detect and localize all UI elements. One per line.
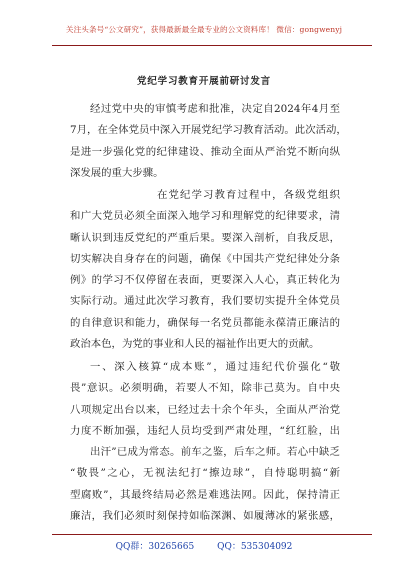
paragraph-line: 经过党中央的审慎考虑和批准，决定自2024年4月至: [90, 103, 340, 115]
paragraph-3: [70, 357, 340, 527]
paragraph-line: 晰认识到违反党纪的严重后果。要深入剖析，自我反思，: [70, 231, 340, 244]
paragraph-line: 7月，在全体党员中深入开展党纪学习教育活动。此次活动，: [70, 124, 347, 137]
header-banner: 关注头条号“公文研究”，获得最新最全最专业的公文资料库！ 微信：gongwenyj: [65, 25, 343, 34]
paragraph-line: 深发展的重大步骤。: [70, 166, 164, 179]
paragraph-line: 政治本色，为党的事业和人民的福祉作出更大的贡献。: [70, 338, 320, 351]
paragraph-line: 畏”意识。必须明确，若要人不知，除非己莫为。自中央: [70, 382, 340, 395]
paragraph-line: 力度不断加强，违纪人员均受到严肃处理，“红红脸，出: [70, 424, 340, 437]
paragraph-line: 实际行动。通过此次学习教育，我们要切实提升全体党员: [70, 295, 340, 308]
paragraph-line: 出汗”已成为常态。前车之鉴，后车之师。若心中缺乏: [90, 446, 340, 459]
paragraph-line: 型腐败”，其最终结局必然是难逃法网。因此，保持清正: [70, 488, 340, 501]
paragraph-line: 廉洁，我们必须时刻保持如临深渊、如履薄冰的紧张感，: [70, 510, 340, 523]
paragraph-line: 一、深入核算“成本账”，通过违纪代价强化“敬: [90, 361, 340, 373]
paragraph-1: [70, 99, 347, 184]
paragraph-2: [70, 185, 340, 355]
paragraph-line: 例》的学习不仅停留在表面，更要深入人心，真正转化为: [70, 274, 340, 287]
qq-group-number: QQ群：30265665: [115, 542, 195, 552]
paragraph-line: 切实解决自身存在的问题，确保《中国共产党纪律处分条: [70, 252, 340, 265]
footer-contacts: [0, 539, 408, 552]
paragraph-line: “敬畏”之心，无视法纪打“擦边球”，自恃聪明搞“新: [70, 467, 340, 480]
paragraph-line: 在党纪学习教育过程中，各级党组织: [157, 189, 340, 201]
footer-divider: [52, 534, 372, 535]
paragraph-line: 和广大党员必须全面深入地学习和理解党的纪律要求，清: [70, 210, 340, 223]
paragraph-line: 的自律意识和能力，确保每一名党员都能永葆清正廉洁的: [70, 316, 340, 329]
paragraph-line: 八项规定出台以来，已经过去十余个年头，全面从严治党: [70, 403, 340, 416]
qq-number: QQ：535304092: [217, 542, 293, 552]
document-title: 党纪学习教育开展前研讨发言: [137, 76, 271, 87]
paragraph-line: 是进一步强化党的纪律建设、推动全面从严治党不断向纵: [70, 145, 340, 158]
header-divider: [52, 45, 372, 46]
